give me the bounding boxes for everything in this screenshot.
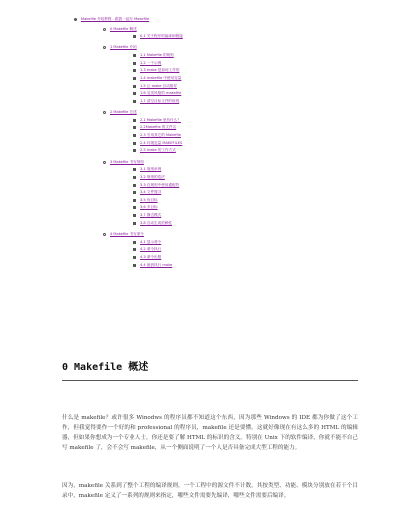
toc-item — [133, 221, 172, 226]
bullet-icon — [103, 46, 106, 49]
toc-item — [133, 118, 181, 123]
paragraph: 因为，makefile 关系到了整个工程的编译规则。一个工程中的源文件不计数，其按类型、功能、模块分别放在若干个目录中，makefile 定义了一系列的规则来指定，哪些文件需要先编译，哪些文件需要后编译。 — [62, 483, 358, 499]
toc-item — [133, 190, 161, 195]
toc-link[interactable]: 4.3 命令出错 — [140, 254, 162, 259]
toc-section — [103, 160, 144, 165]
toc-link[interactable]: 3.5 伪目标 — [140, 197, 158, 202]
bullet-icon — [133, 206, 136, 209]
toc-item — [133, 213, 161, 218]
toc-item — [133, 263, 172, 268]
toc-item — [133, 205, 158, 210]
toc-section — [103, 45, 137, 50]
toc-link[interactable]: 2 Makefile 总述 — [110, 110, 137, 115]
toc-link[interactable]: 3.3 在规则中使用通配符 — [140, 182, 180, 187]
toc-link[interactable]: 1 Makefile 介绍 — [110, 45, 137, 50]
toc-link[interactable]: 1.7 清空目标文件的规则 — [140, 99, 180, 103]
toc-item — [133, 183, 179, 188]
bullet-icon — [133, 248, 136, 251]
toc-item — [133, 133, 181, 138]
toc-link[interactable]: 2.1 Makefile 里有什么？ — [140, 117, 181, 122]
bullet-icon — [133, 119, 136, 122]
bullet-icon — [133, 191, 136, 194]
bullet-icon — [133, 199, 136, 202]
toc-link[interactable]: 1.5 让 make 自动推导 — [140, 83, 177, 88]
bullet-icon — [133, 77, 136, 80]
bullet-icon — [133, 54, 136, 57]
toc-link[interactable]: 3.1 规则举例 — [140, 167, 162, 172]
bullet-icon — [133, 241, 136, 244]
bullet-icon — [133, 176, 136, 179]
toc-link[interactable]: 1.2 一个示例 — [140, 60, 162, 65]
toc-item — [133, 255, 161, 260]
bullet-icon — [133, 264, 136, 267]
bullet-icon — [103, 161, 106, 164]
bullet-icon — [133, 142, 136, 145]
section-heading: 0 Makefile 概述 — [62, 362, 149, 373]
toc-link[interactable]: Makefile 介绍教程 - 跟我一起写 Makefile — [81, 17, 150, 21]
toc-link[interactable]: 3.4 文件搜寻 — [140, 190, 162, 195]
toc-section — [103, 110, 137, 115]
toc-section — [103, 232, 144, 237]
bullet-icon — [74, 18, 77, 21]
bullet-icon — [133, 184, 136, 187]
bullet-icon — [133, 35, 136, 38]
bullet-icon — [133, 149, 136, 152]
toc-item — [133, 68, 179, 73]
toc-link[interactable]: 0.1 关于程序的编译和链接 — [140, 34, 183, 39]
bullet-icon — [103, 28, 106, 31]
toc-item — [133, 175, 165, 180]
heading-divider — [62, 380, 358, 381]
toc-link[interactable]: 4 Makefile 书写命令 — [110, 231, 144, 236]
bullet-icon — [103, 233, 106, 236]
toc-item — [133, 148, 176, 153]
toc-link[interactable]: 3 Makefile 书写规则 — [110, 159, 144, 164]
bullet-icon — [133, 69, 136, 72]
bullet-icon — [133, 126, 136, 129]
bullet-icon — [133, 100, 136, 103]
toc-root — [74, 17, 149, 22]
bullet-icon — [133, 134, 136, 137]
toc-link[interactable]: 3.2 规则的语法 — [140, 174, 165, 179]
toc-link[interactable]: 1.3 make 是如何工作的 — [140, 68, 180, 73]
toc-item — [133, 61, 161, 66]
toc-item — [133, 84, 177, 89]
toc-item — [133, 125, 176, 130]
bullet-icon — [133, 222, 136, 225]
bullet-icon — [133, 85, 136, 88]
toc-item — [133, 99, 179, 104]
toc-item — [133, 91, 181, 96]
toc-item — [133, 141, 182, 146]
bullet-icon — [133, 92, 136, 95]
toc-link[interactable]: 4.1 显示命令 — [140, 239, 162, 244]
toc-item — [133, 240, 161, 245]
toc-item — [133, 53, 174, 58]
toc-link[interactable]: 3.8 自动生成依赖性 — [140, 220, 173, 225]
toc-link[interactable]: 1.4 makefile 中使用变量 — [140, 76, 182, 81]
toc-link[interactable]: 4.4 嵌套执行 make — [140, 262, 173, 267]
toc-link[interactable]: 1.1 Makefile 的规则 — [140, 53, 174, 58]
toc-link[interactable]: 4.2 命令执行 — [140, 247, 162, 252]
toc-link[interactable]: 2.5 make 的工作方式 — [140, 148, 176, 153]
toc-link[interactable]: 1.6 另类风格的 makefile — [140, 91, 182, 96]
bullet-icon — [103, 111, 106, 114]
paragraph: 什么是 makefile？或许很多 Winodws 的程序员都不知道这个东西，因为那些 Windows 的 IDE 都为你做了这个工作，但我觉得要作一个好的和 professional 的程序员，makefile 还是要懂。这就好像现在有这么多的 HTML 的编辑器，但如果你想成为一个专业人士，你还是要了解 HTML 的标识的含义。特别在 Unix 下的软件编译，你就不能不自己写 makefile 了，会不会写 makefile，从一个侧面说明了一个人是否具备完成大型工程的能力。 — [62, 415, 358, 451]
toc-item — [133, 167, 161, 172]
toc-item — [133, 34, 183, 39]
toc-item — [133, 76, 181, 81]
toc-link[interactable]: 2.3 引用其它的 Makefile — [140, 133, 181, 138]
toc-item — [133, 198, 158, 203]
toc-link[interactable]: 0 Makefile 概述 — [110, 26, 137, 31]
toc-link[interactable]: 2.4 环境变量 MAKEFILES — [140, 140, 183, 145]
bullet-icon — [133, 214, 136, 217]
toc-link[interactable]: 2.2Makefile 的文件名 — [140, 125, 177, 130]
bullet-icon — [133, 168, 136, 171]
bullet-icon — [133, 256, 136, 259]
toc-section — [103, 27, 137, 32]
bullet-icon — [133, 62, 136, 65]
toc-item — [133, 247, 161, 252]
toc-link[interactable]: 3.6 多目标 — [140, 205, 158, 210]
toc-link[interactable]: 3.7 静态模式 — [140, 213, 162, 218]
